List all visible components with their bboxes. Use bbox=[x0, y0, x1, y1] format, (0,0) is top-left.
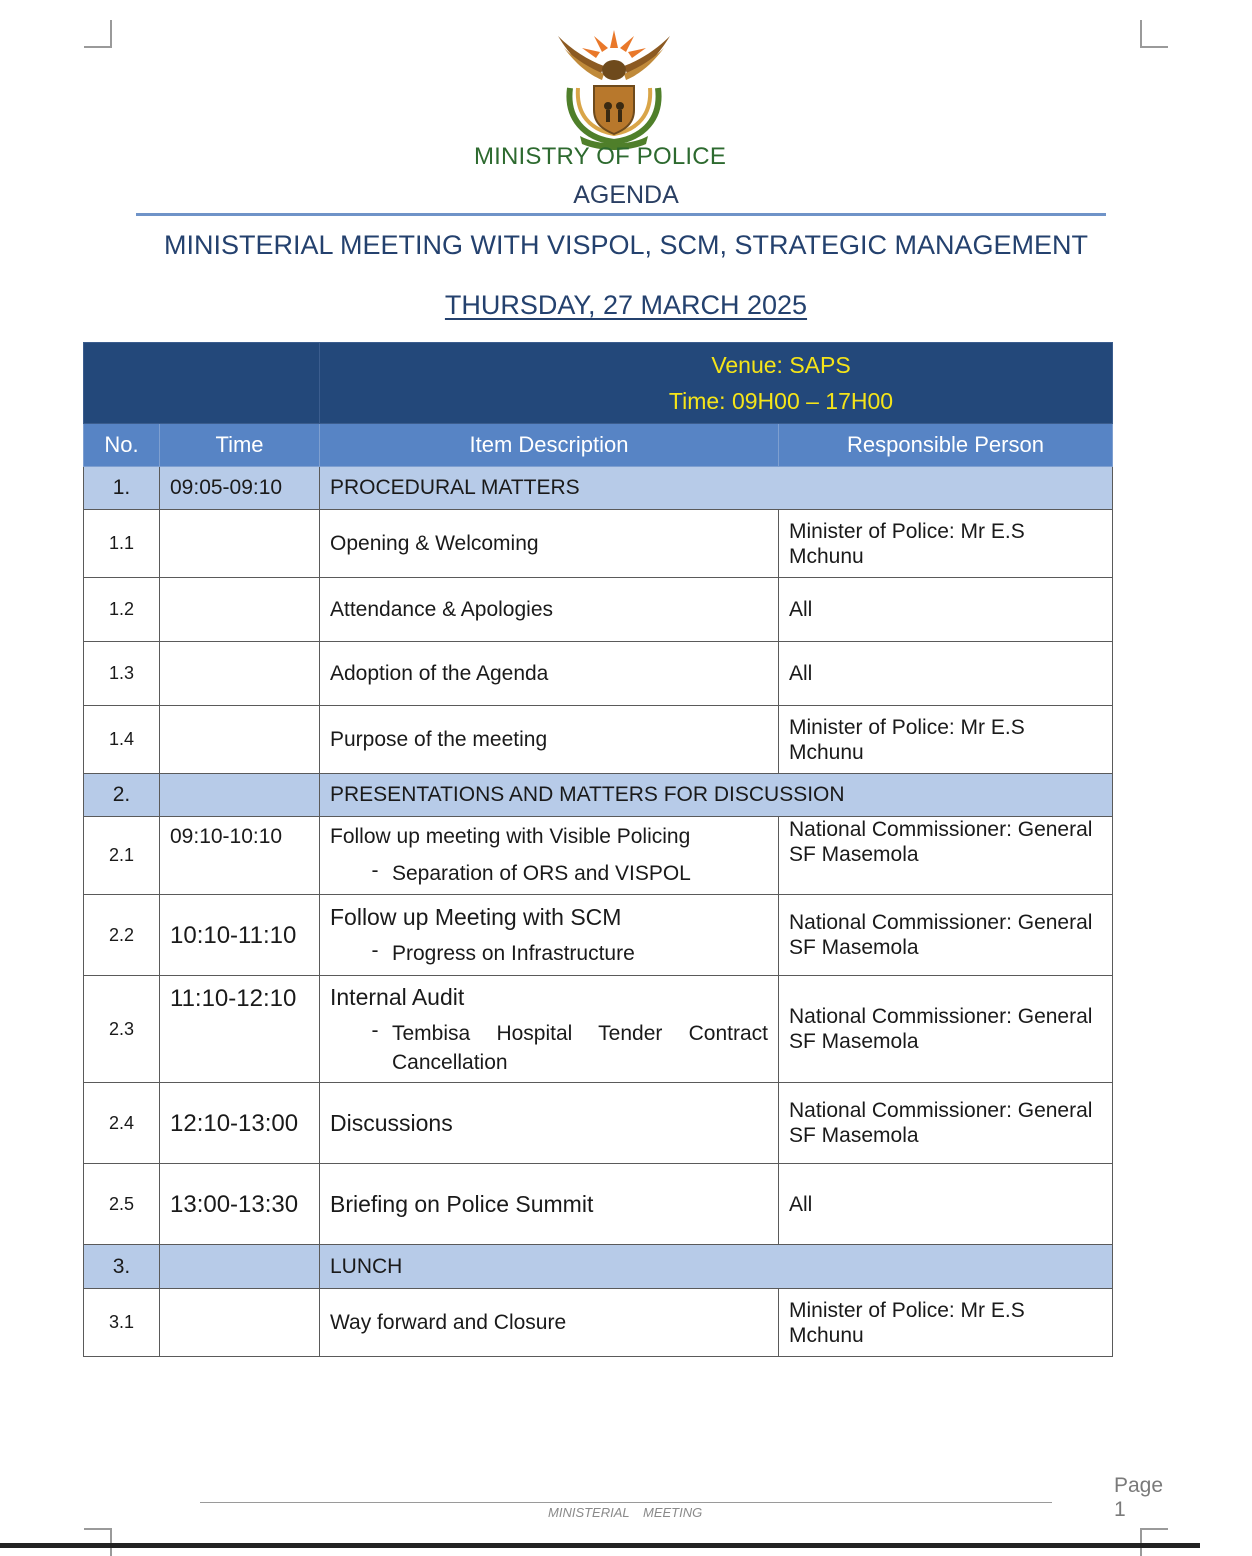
item-time: 12:10-13:00 bbox=[160, 1083, 320, 1164]
col-header-no: No. bbox=[84, 424, 160, 467]
meeting-title: MINISTERIAL MEETING WITH VISPOL, SCM, STRATEGIC MANAGEMENT bbox=[163, 230, 1089, 260]
item-description-cell bbox=[320, 817, 779, 895]
section-title: PROCEDURAL MATTERS bbox=[320, 467, 1113, 510]
ministry-name: MINISTRY OF POLICE bbox=[473, 143, 727, 170]
sub-item-text: Tembisa Hospital Tender Contract Cancellation bbox=[392, 1022, 768, 1074]
item-time bbox=[160, 510, 320, 578]
item-description: Internal Audit bbox=[330, 984, 465, 1010]
item-time bbox=[160, 706, 320, 774]
item-number: 1.1 bbox=[84, 510, 160, 578]
item-description: Follow up meeting with Visible Policing bbox=[330, 825, 691, 848]
crop-mark-top-left bbox=[84, 20, 112, 48]
meeting-date: THURSDAY, 27 MARCH 2025 bbox=[444, 290, 808, 320]
table-row bbox=[84, 1083, 1113, 1164]
header-divider bbox=[136, 213, 1106, 216]
sub-item-text: Progress on Infrastructure bbox=[392, 942, 635, 965]
item-responsible: Minister of Police: Mr E.S Mchunu bbox=[779, 510, 1113, 578]
table-row bbox=[84, 706, 1113, 774]
table-row bbox=[84, 895, 1113, 976]
crop-mark-top-right bbox=[1140, 20, 1168, 48]
bullet-dash: - bbox=[371, 939, 379, 962]
sub-item bbox=[330, 939, 768, 968]
item-time: 11:10-12:10 bbox=[160, 976, 320, 1083]
item-number: 2.3 bbox=[84, 976, 160, 1083]
item-description: Attendance & Apologies bbox=[320, 578, 779, 642]
col-header-item: Item Description bbox=[320, 424, 779, 467]
item-number: 3.1 bbox=[84, 1289, 160, 1357]
item-number: 1.2 bbox=[84, 578, 160, 642]
crop-mark-bottom-left bbox=[84, 1528, 112, 1556]
item-time: 09:10-10:10 bbox=[160, 817, 320, 895]
item-description: Way forward and Closure bbox=[320, 1289, 779, 1357]
item-number: 2.2 bbox=[84, 895, 160, 976]
item-time: 13:00-13:30 bbox=[160, 1164, 320, 1245]
table-header-row bbox=[84, 424, 1113, 467]
section-time bbox=[160, 1245, 320, 1289]
item-responsible: National Commissioner: General SF Masemola bbox=[779, 817, 1113, 895]
footer-divider bbox=[200, 1502, 1052, 1503]
item-description: Adoption of the Agenda bbox=[320, 642, 779, 706]
item-responsible: National Commissioner: General SF Masemola bbox=[779, 976, 1113, 1083]
section-number: 3. bbox=[84, 1245, 160, 1289]
section-title: LUNCH bbox=[320, 1245, 1113, 1289]
agenda-table bbox=[83, 342, 1113, 1357]
item-responsible: Minister of Police: Mr E.S Mchunu bbox=[779, 1289, 1113, 1357]
table-row bbox=[84, 642, 1113, 706]
item-description-cell bbox=[320, 976, 779, 1083]
item-number: 1.4 bbox=[84, 706, 160, 774]
venue-details bbox=[460, 347, 1102, 419]
item-time bbox=[160, 578, 320, 642]
coat-of-arms-emblem bbox=[548, 26, 680, 150]
col-header-responsible: Responsible Person bbox=[779, 424, 1113, 467]
item-description: Purpose of the meeting bbox=[320, 706, 779, 774]
bottom-edge-bar bbox=[0, 1543, 1200, 1548]
item-number: 2.1 bbox=[84, 817, 160, 895]
section-number: 2. bbox=[84, 774, 160, 817]
section-time: 09:05-09:10 bbox=[160, 467, 320, 510]
item-time: 10:10-11:10 bbox=[160, 895, 320, 976]
table-row bbox=[84, 578, 1113, 642]
bullet-dash: - bbox=[371, 1019, 379, 1042]
sub-item bbox=[330, 1019, 768, 1077]
section-time bbox=[160, 774, 320, 817]
page-number: Page 1 bbox=[1114, 1474, 1164, 1521]
section-row bbox=[84, 1245, 1113, 1289]
item-responsible: All bbox=[779, 642, 1113, 706]
item-responsible: National Commissioner: General SF Masemola bbox=[779, 895, 1113, 976]
table-row bbox=[84, 510, 1113, 578]
venue-name: Venue: SAPS bbox=[711, 352, 851, 378]
item-description-cell bbox=[320, 895, 779, 976]
venue-time: Time: 09H00 – 17H00 bbox=[668, 388, 894, 414]
crop-mark-bottom-right bbox=[1140, 1528, 1168, 1556]
item-description: Opening & Welcoming bbox=[320, 510, 779, 578]
bullet-dash: - bbox=[371, 859, 379, 882]
item-responsible: Minister of Police: Mr E.S Mchunu bbox=[779, 706, 1113, 774]
item-description: Discussions bbox=[320, 1083, 779, 1164]
item-responsible: All bbox=[779, 578, 1113, 642]
section-title: PRESENTATIONS AND MATTERS FOR DISCUSSION bbox=[320, 774, 1113, 817]
col-header-time: Time bbox=[160, 424, 320, 467]
item-responsible: All bbox=[779, 1164, 1113, 1245]
item-number: 1.3 bbox=[84, 642, 160, 706]
item-time bbox=[160, 642, 320, 706]
section-row bbox=[84, 467, 1113, 510]
sub-item bbox=[330, 859, 768, 888]
venue-row bbox=[84, 343, 1113, 424]
section-row bbox=[84, 774, 1113, 817]
item-number: 2.4 bbox=[84, 1083, 160, 1164]
table-row bbox=[84, 1164, 1113, 1245]
table-row bbox=[84, 1289, 1113, 1357]
item-responsible: National Commissioner: General SF Masemola bbox=[779, 1083, 1113, 1164]
table-row bbox=[84, 976, 1113, 1083]
item-time bbox=[160, 1289, 320, 1357]
item-description: Follow up Meeting with SCM bbox=[330, 904, 622, 930]
footer-text: MINISTERIAL MEETING bbox=[548, 1505, 703, 1520]
item-description: Briefing on Police Summit bbox=[320, 1164, 779, 1245]
agenda-label: AGENDA bbox=[573, 181, 679, 209]
sub-item-text: Separation of ORS and VISPOL bbox=[392, 862, 691, 885]
table-row bbox=[84, 817, 1113, 895]
section-number: 1. bbox=[84, 467, 160, 510]
item-number: 2.5 bbox=[84, 1164, 160, 1245]
